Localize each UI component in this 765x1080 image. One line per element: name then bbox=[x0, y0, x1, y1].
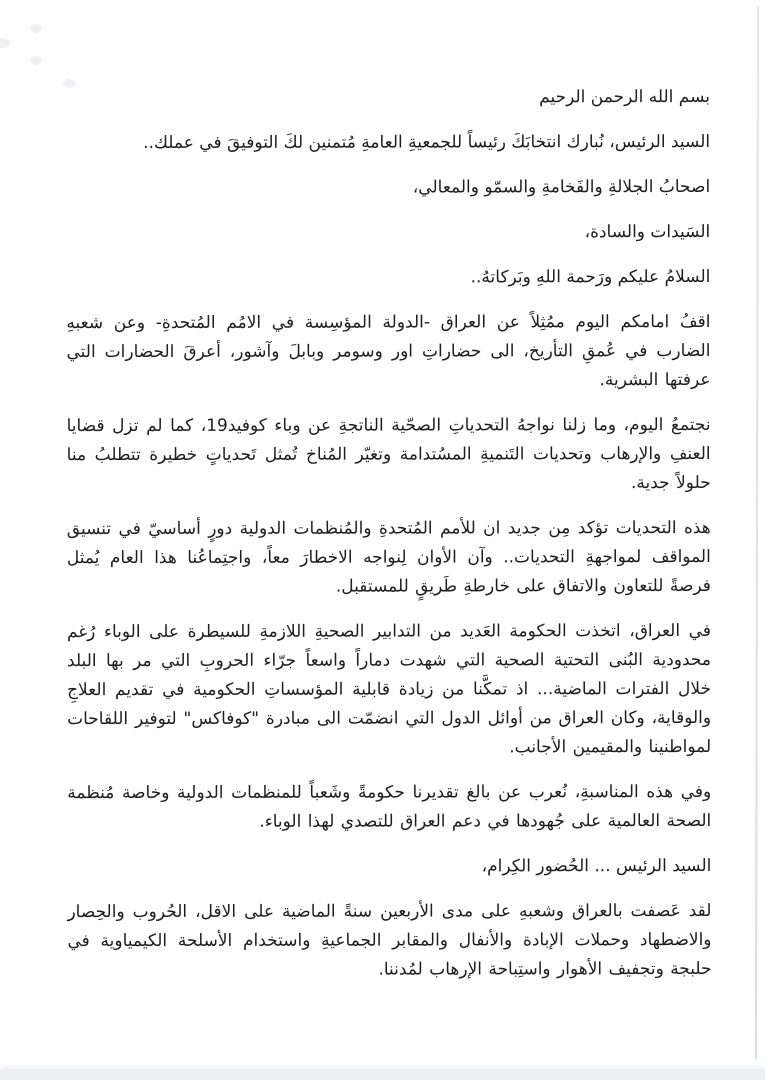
paragraph-iraq-health-measures: في العراق، اتخذت الحكومة العَديد من التدابير الصحيةِ اللازمةِ للسيطرة على الوباء رُغم محدودية البُنى التحتية الصحية التي شهدت دماراً واسعاً جرّاء الحروبِ التي مر بها البلد خلال الفترات الماضية... اذ تمكَّنا من زيادة قابلية المؤسساتِ الحكومية في تقديم العلاجِ والوقاية، وكان العراق من أوائل الدول التي انضمّت الى مبادرة "كوفاكس" لتوفير اللقاحات لمواطنينا والمقيمين الأجانب. bbox=[66, 620, 712, 758]
page-right-edge bbox=[755, 6, 759, 1060]
paragraph-gratitude-who: وفي هذه المناسبةِ، نُعرب عن بالغ تقديرنا حكومةً وشَعباً للمنظمات الدولية وخاصة مُنظمة الصحة العالمية على جُهودها في دعم العراق للتصدي لهذا الوباء. bbox=[67, 781, 712, 832]
salaam-greeting-line: السلامُ عليكم ورَحمة اللهِ وبَركاتهُ.. bbox=[470, 266, 711, 288]
paragraph-covid-and-challenges: نجتمعُ اليوم، وما زلنا نواجهُ التحدياتِ الصحّية الناتجةِ عن وباء كوفيد19، كما لم تزل قضايا العنفِ والإرهاب وتحديات التَنميةِ المسُتدامة وتغيّر المُناخ تُمثل تَحدياتٍ خطيرة تتطلبُ منا حلولاً جدية. bbox=[66, 414, 711, 494]
paragraph-iraq-suffering-history: لقد عَصفت بالعراق وشعبهِ على مدى الأربعين سنةً الماضية على الاقل، الحُروب والحِصار والاضطهاد وحملات الإبادة والأنفال والمقابر الجماعيةِ واستخدام الأسلحة الكيمياوية في حلبجة وتجفيف الأهوار واستِباحة الإرهاب لمُدننا. bbox=[67, 900, 712, 980]
scan-artifact bbox=[30, 56, 42, 65]
speech-text-block bbox=[66, 83, 712, 1001]
scan-artifact bbox=[30, 24, 42, 33]
basmala-line: بسم الله الرحمن الرحيم bbox=[539, 86, 711, 108]
dignitaries-salutation-line: اصحابُ الجلالةِ والفَخامةِ والسمّو والمعالي، bbox=[412, 176, 711, 198]
address-president-attendees-line: السيد الرئيس ... الحُضور الكِرام، bbox=[481, 855, 712, 877]
president-congratulation-line: السيد الرئيس، نُبارك انتخابَكَ رئيساً للجمعيةِ العامةِ مُتمنين لكَ التوفيقَ في عملك.. bbox=[143, 131, 711, 153]
paragraph-un-role: هذه التحديات تؤكد مِن جديد ان للأمم المُتحدةِ والمُنظمات الدولية دورٍ أساسيّ في تنسيق المواقف لمواجهةِ التحديات.. وآن الأوان لِنواجه الاخطارَ معاً، واجتِماعُنا هذا العام يُمثل فرصةً للتعاون والاتفاق على خارطةِ طَريقٍ للمستقبل. bbox=[66, 517, 711, 597]
ladies-and-gentlemen-line: السَيدات والسادة، bbox=[584, 221, 711, 243]
paragraph-iraq-introduction: اقفُ امامكم اليوم ممُثِلاً عن العراق -الدولة المؤسِسة في الامُم المُتحدةِ- وعن شعبهِ الضارب في عُمقِ التأريخ، الى حضاراتِ اور وسومر وبابلَ وآشور، أعرقَ الحضارات التي عرفتها البشرية. bbox=[66, 311, 711, 391]
scan-artifact bbox=[0, 38, 10, 48]
page-bottom-edge bbox=[0, 1069, 765, 1080]
